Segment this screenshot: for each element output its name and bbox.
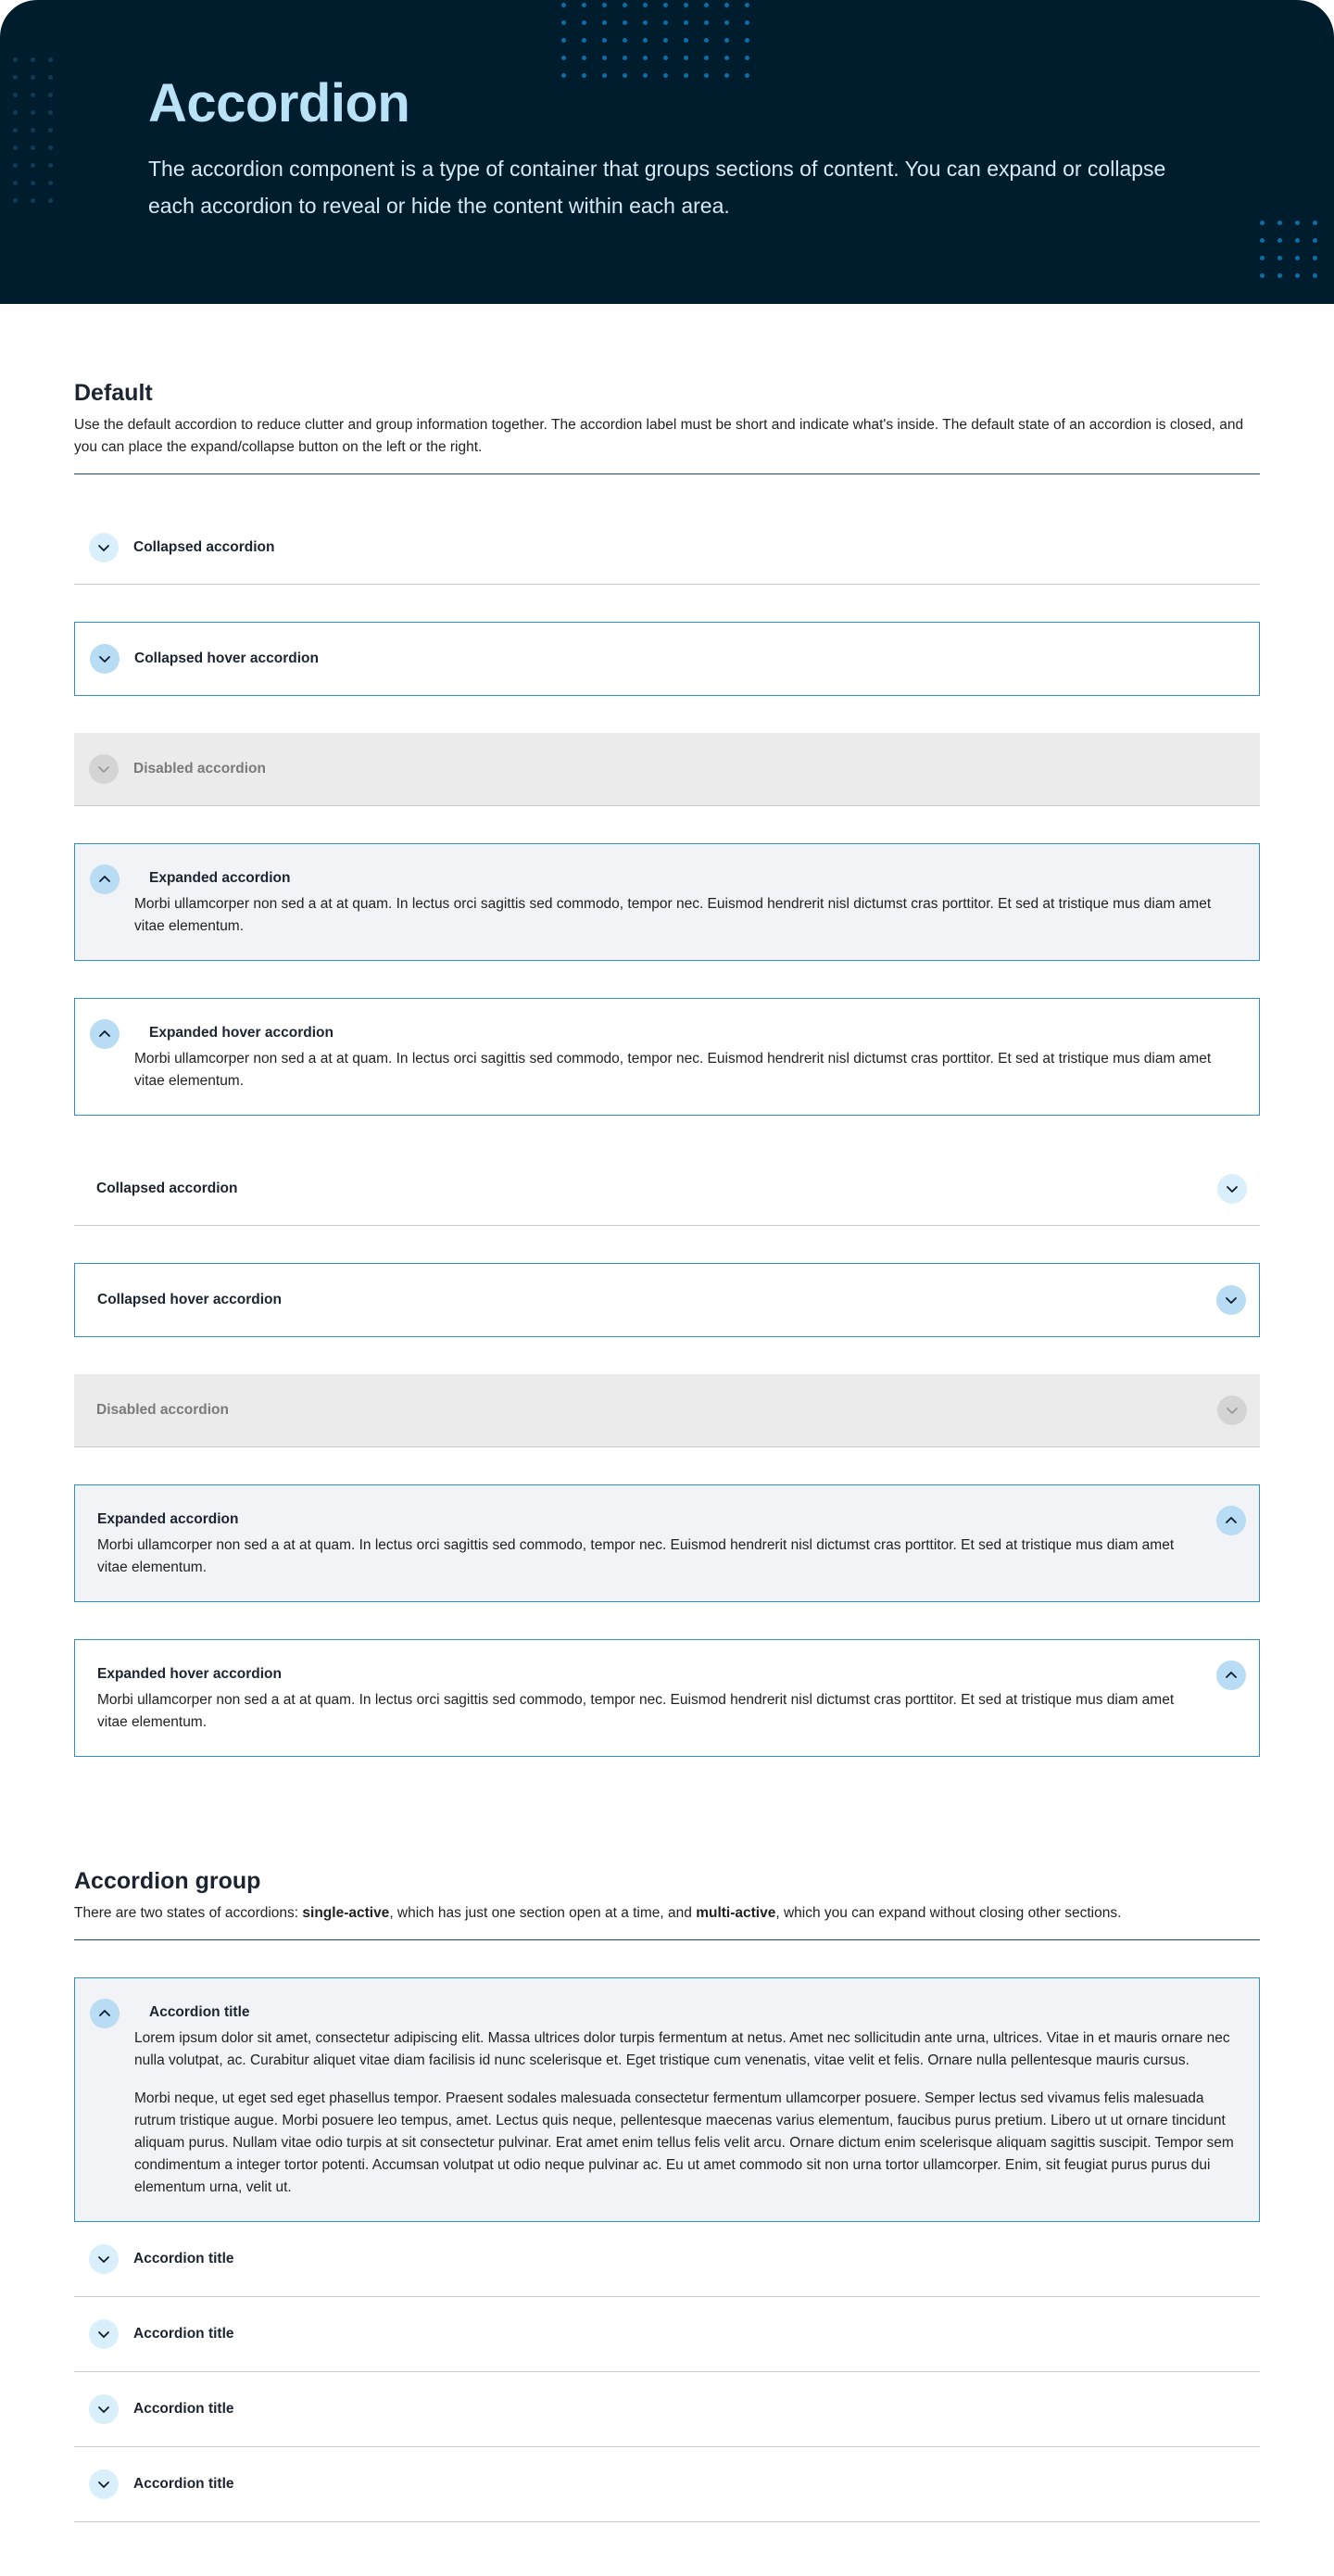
accordion-header[interactable] xyxy=(75,1264,1259,1336)
chevron-down-icon[interactable] xyxy=(90,644,120,674)
accordion-list-right-button xyxy=(74,1153,1260,1757)
dot xyxy=(745,3,749,7)
dot xyxy=(643,20,648,25)
accordion-group-item[interactable] xyxy=(74,2222,1260,2297)
accordion-body: Morbi ullamcorper non sed a at at quam. In lectus orci sagittis sed commodo, tempor nec. Euismod hendrerit nisl dictumst cras porttitor. Et sed at tristique mus diam amet vitae elementum. xyxy=(97,1537,1175,1575)
dot xyxy=(602,73,607,78)
dot xyxy=(623,3,627,7)
accordion-label: Disabled accordion xyxy=(96,1402,229,1418)
dot xyxy=(602,38,607,43)
dot xyxy=(643,38,648,43)
dot xyxy=(724,56,729,60)
accordion-group-item[interactable] xyxy=(74,2372,1260,2447)
dot xyxy=(48,198,53,203)
dot xyxy=(1295,238,1300,243)
accordion-body: Morbi ullamcorper non sed a at at quam. In lectus orci sagittis sed commodo, tempor nec. Euismod hendrerit nisl dictumst cras porttitor. Et sed at tristique mus diam amet vitae elementum. xyxy=(97,1692,1175,1730)
accordion-header[interactable] xyxy=(75,1978,1259,2221)
dot-pattern-right xyxy=(1260,221,1317,278)
section-title: Accordion group xyxy=(74,1868,261,1894)
accordion-content xyxy=(134,865,1237,938)
accordion-label: Accordion title xyxy=(133,2476,234,2492)
dot xyxy=(623,73,627,78)
dot xyxy=(13,198,18,203)
dot xyxy=(745,38,749,43)
dot xyxy=(561,73,566,78)
dot xyxy=(684,3,688,7)
dot xyxy=(31,163,35,168)
dot xyxy=(48,110,53,115)
section-header xyxy=(74,1794,1260,1940)
dot xyxy=(13,145,18,150)
dot xyxy=(31,128,35,133)
section-description xyxy=(74,1902,1260,1925)
chevron-up-icon[interactable] xyxy=(90,865,120,894)
accordion-header[interactable] xyxy=(74,511,1260,584)
accordion-group-item[interactable] xyxy=(74,2447,1260,2522)
dot xyxy=(1277,238,1282,243)
dot xyxy=(663,73,668,78)
section-description: Use the default accordion to reduce clutter and group information together. The accordion label must be short and indicate what's inside. The default state of an accordion is closed, and you can place the expand/collapse button on the left or the right. xyxy=(74,417,1244,455)
accordion-body: Morbi ullamcorper non sed a at at quam. In lectus orci sagittis sed commodo, tempor nec. Euismod hendrerit nisl dictumst cras porttitor. Et sed at tristique mus diam amet vitae elementum. xyxy=(134,1051,1212,1089)
dot xyxy=(13,57,18,62)
main-content xyxy=(0,304,1334,2559)
page-title: Accordion xyxy=(148,73,410,133)
chevron-up-icon[interactable] xyxy=(1216,1661,1246,1690)
accordion-label: Accordion title xyxy=(149,2004,250,2020)
chevron-down-icon xyxy=(89,754,119,784)
accordion-group xyxy=(74,1940,1260,2522)
dot xyxy=(31,57,35,62)
accordion-header xyxy=(74,733,1260,805)
accordion-header[interactable] xyxy=(75,844,1259,960)
accordion-label: Disabled accordion xyxy=(133,761,266,777)
chevron-down-icon[interactable] xyxy=(1216,1285,1246,1315)
dot xyxy=(561,3,566,7)
dot xyxy=(704,56,709,60)
dot xyxy=(684,73,688,78)
dot xyxy=(1260,238,1265,243)
dot xyxy=(31,93,35,97)
default-section xyxy=(74,304,1260,1757)
dot xyxy=(1295,221,1300,225)
desc-text: , which has just one section open at a time, and xyxy=(389,1905,697,1921)
dot xyxy=(13,75,18,80)
accordion-content xyxy=(97,1661,1190,1734)
dot xyxy=(1313,221,1317,225)
dot xyxy=(48,163,53,168)
dot-pattern-left xyxy=(13,57,53,203)
dot xyxy=(724,38,729,43)
dot xyxy=(704,3,709,7)
dot xyxy=(1313,273,1317,278)
accordion-disabled xyxy=(74,733,1260,806)
spacer xyxy=(74,2522,1260,2559)
accordion-header[interactable] xyxy=(75,623,1259,695)
dot xyxy=(643,73,648,78)
chevron-down-icon xyxy=(1217,1395,1247,1425)
dot xyxy=(602,3,607,7)
accordion-header[interactable] xyxy=(75,1485,1259,1601)
dot xyxy=(582,20,586,25)
dot xyxy=(13,93,18,97)
accordion-label: Expanded hover accordion xyxy=(149,1025,334,1041)
dot xyxy=(663,20,668,25)
dot xyxy=(582,3,586,7)
accordion-content xyxy=(134,1999,1237,2199)
dot xyxy=(582,38,586,43)
dot xyxy=(602,20,607,25)
dot xyxy=(663,56,668,60)
dot xyxy=(704,20,709,25)
accordion-collapsed[interactable] xyxy=(74,511,1260,585)
dot xyxy=(745,20,749,25)
accordion-header xyxy=(74,1374,1260,1446)
dot xyxy=(561,20,566,25)
dot xyxy=(1260,273,1265,278)
dot xyxy=(48,128,53,133)
dot xyxy=(704,38,709,43)
dot xyxy=(13,110,18,115)
dot xyxy=(1313,238,1317,243)
accordion-header[interactable] xyxy=(74,2372,1260,2446)
accordion-header[interactable] xyxy=(74,2447,1260,2521)
dot xyxy=(745,56,749,60)
accordion-group-item[interactable] xyxy=(74,2297,1260,2372)
dot xyxy=(663,3,668,7)
dot xyxy=(684,56,688,60)
dot xyxy=(684,20,688,25)
accordion-label: Collapsed accordion xyxy=(133,539,275,555)
accordion-content xyxy=(97,1506,1190,1579)
dot xyxy=(31,110,35,115)
dot xyxy=(31,198,35,203)
dot xyxy=(663,38,668,43)
section-header xyxy=(74,304,1260,474)
accordion-header[interactable] xyxy=(74,1153,1260,1225)
accordion-expanded[interactable] xyxy=(74,1484,1260,1602)
page-description: The accordion component is a type of container that groups sections of content. You can expand or collapse each accordion to reveal or hide the content within each area. xyxy=(148,157,1166,218)
dot xyxy=(1277,221,1282,225)
dot xyxy=(48,145,53,150)
accordion-content xyxy=(134,1019,1237,1092)
section-title: Default xyxy=(74,380,153,406)
dot xyxy=(1295,256,1300,260)
accordion-expanded[interactable] xyxy=(74,843,1260,961)
dot xyxy=(31,181,35,185)
dot xyxy=(643,3,648,7)
accordion-collapsed[interactable] xyxy=(74,1153,1260,1226)
accordion-label: Expanded hover accordion xyxy=(97,1666,282,1682)
chevron-up-icon[interactable] xyxy=(90,1999,120,2028)
accordion-expanded-hover[interactable] xyxy=(74,998,1260,1116)
dot xyxy=(724,20,729,25)
accordion-disabled xyxy=(74,1374,1260,1447)
dot xyxy=(1260,256,1265,260)
accordion-group-section xyxy=(74,1794,1260,2522)
hero-banner xyxy=(0,0,1334,304)
chevron-down-icon[interactable] xyxy=(1217,1174,1247,1204)
accordion-expanded-hover[interactable] xyxy=(74,1639,1260,1757)
dot xyxy=(13,128,18,133)
chevron-down-icon[interactable] xyxy=(89,2244,119,2274)
dot xyxy=(1295,273,1300,278)
dot xyxy=(1277,273,1282,278)
accordion-label: Collapsed hover accordion xyxy=(134,650,319,666)
accordion-header[interactable] xyxy=(75,1640,1259,1756)
dot xyxy=(724,73,729,78)
desc-text: , which you can expand without closing other sections. xyxy=(775,1905,1122,1921)
chevron-down-icon[interactable] xyxy=(89,2469,119,2499)
dot-pattern-top xyxy=(561,3,749,78)
dot xyxy=(724,3,729,7)
dot xyxy=(48,57,53,62)
dot xyxy=(48,181,53,185)
desc-bold: single-active xyxy=(302,1905,390,1921)
chevron-up-icon[interactable] xyxy=(1216,1506,1246,1535)
chevron-down-icon[interactable] xyxy=(89,533,119,562)
accordion-list-left-button xyxy=(74,474,1260,1116)
desc-bold: multi-active xyxy=(696,1905,776,1921)
accordion-label: Accordion title xyxy=(133,2326,234,2342)
dot xyxy=(561,38,566,43)
accordion-label: Accordion title xyxy=(133,2401,234,2417)
accordion-header[interactable] xyxy=(74,2222,1260,2296)
accordion-label: Expanded accordion xyxy=(149,870,291,886)
dot xyxy=(13,163,18,168)
dot xyxy=(623,56,627,60)
dot xyxy=(623,20,627,25)
desc-text: There are two states of accordions: xyxy=(74,1905,303,1921)
accordion-group-item[interactable] xyxy=(74,1977,1260,2222)
dot xyxy=(1260,221,1265,225)
accordion-label: Expanded accordion xyxy=(97,1511,239,1527)
dot xyxy=(561,56,566,60)
accordion-label: Accordion title xyxy=(133,2251,234,2267)
dot xyxy=(643,56,648,60)
dot xyxy=(704,73,709,78)
dot xyxy=(745,73,749,78)
dot xyxy=(623,38,627,43)
dot xyxy=(31,145,35,150)
accordion-header[interactable] xyxy=(74,2297,1260,2371)
dot xyxy=(13,181,18,185)
chevron-down-icon[interactable] xyxy=(89,2319,119,2349)
dot xyxy=(31,75,35,80)
chevron-up-icon[interactable] xyxy=(90,1019,120,1049)
chevron-down-icon[interactable] xyxy=(89,2394,119,2424)
dot xyxy=(1277,256,1282,260)
accordion-paragraph: Lorem ipsum dolor sit amet, consectetur adipiscing elit. Massa ultrices dolor turpis fermentum at netus. Amet nec sollicitudin ante urna, ultrices. Vitae in et mauris ornare nec nulla volutpat, ac. Curabitur aliquet vitae diam facilisis id nunc scelerisque et. Eget tristique cum venenatis, vitae velit et felis. Ornare nulla pellentesque mauris cursus. xyxy=(134,2030,1230,2068)
accordion-collapsed-hover[interactable] xyxy=(74,1263,1260,1337)
accordion-collapsed-hover[interactable] xyxy=(74,622,1260,696)
dot xyxy=(602,56,607,60)
accordion-label: Collapsed accordion xyxy=(96,1181,238,1196)
dot xyxy=(1313,256,1317,260)
accordion-paragraph: Morbi neque, ut eget sed eget phasellus tempor. Praesent sodales malesuada consectetur fermentum ullamcorper posuere. Semper lectus sed vivamus felis malesuada rutrum tristique augue. Morbi posuere leo tempus, amet. Lectus quis neque, pellentesque maecenas varius elementum, faucibus purus pretium. Libero ut ut ornare tincidunt aliquam purus. Nullam vitae odio turpis at sit consectetur pulvinar. Erat amet enim tellus felis velit arcu. Ornare dictum enim scelerisque aliquam sagittis suscipit. Tempor sem condimentum a integer tortor potenti. Accumsan volutpat ut odio neque pulvinar ac. Eu ut amet commodo sit non urna tortor ullamcorper. Enim, sit feugiat purus purus dui elementum urna, velit ut. xyxy=(134,2090,1234,2195)
accordion-label: Collapsed hover accordion xyxy=(97,1292,282,1307)
accordion-header[interactable] xyxy=(75,999,1259,1115)
dot xyxy=(48,93,53,97)
accordion-body: Morbi ullamcorper non sed a at at quam. In lectus orci sagittis sed commodo, tempor nec. Euismod hendrerit nisl dictumst cras porttitor. Et sed at tristique mus diam amet vitae elementum. xyxy=(134,896,1212,934)
dot xyxy=(684,38,688,43)
dot xyxy=(582,73,586,78)
dot xyxy=(582,56,586,60)
dot xyxy=(48,75,53,80)
